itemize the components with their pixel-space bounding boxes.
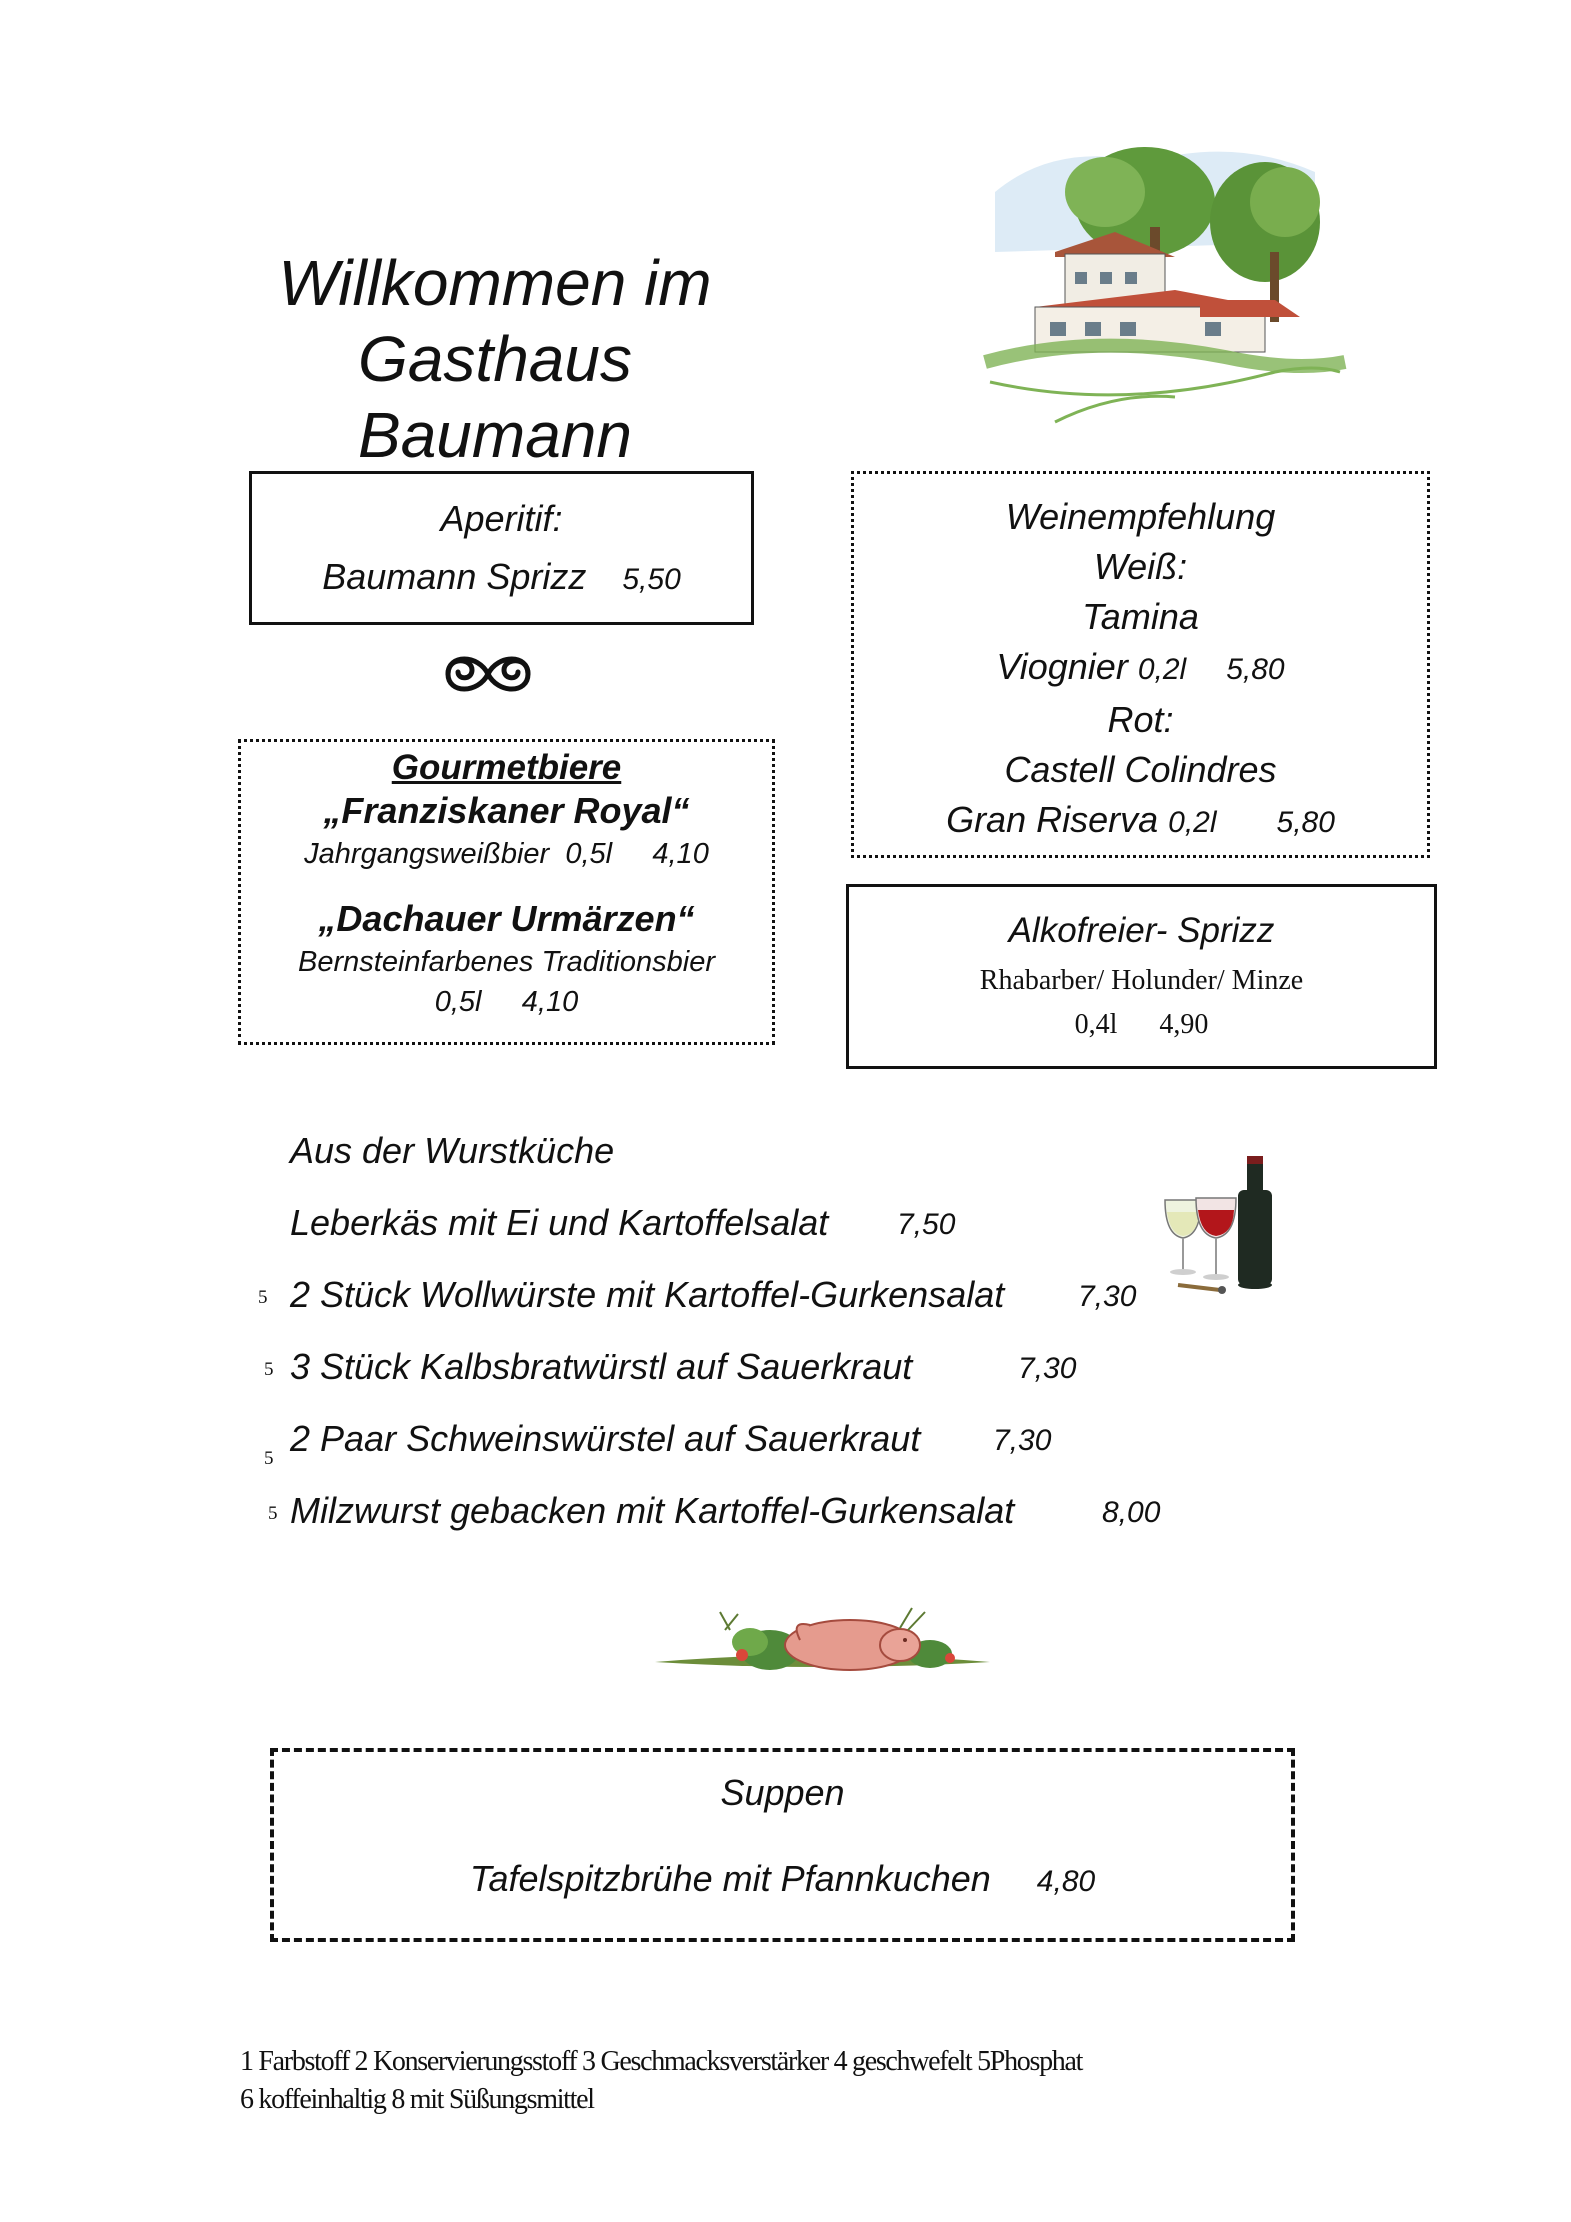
beer1-desc: Jahrgangsweißbier <box>304 838 550 870</box>
beer1-price: 4,10 <box>652 838 709 870</box>
beer1-name: „Franziskaner Royal“ <box>323 790 690 831</box>
page-title <box>215 245 775 473</box>
pig-platter-illustration <box>650 1600 995 1680</box>
non-alcoholic-price: 4,90 <box>1159 1009 1209 1040</box>
sausage-item-4-price: 7,30 <box>993 1424 1052 1457</box>
wine-heading: Weinempfehlung <box>1005 496 1276 537</box>
wine-white-item <box>854 642 1427 695</box>
sausage-item-2-mark: 5 <box>258 1287 268 1308</box>
sausage-item-1-name: Leberkäs mit Ei und Kartoffelsalat <box>290 1202 829 1243</box>
beer2-details <box>241 982 772 1022</box>
soups-heading: Suppen <box>720 1772 845 1813</box>
sausage-item-5-name: Milzwurst gebacken mit Kartoffel-Gurkensalat <box>290 1490 1015 1531</box>
footnote-line-1: 1 Farbstoff 2 Konservierungsstoff 3 Geschmacksverstärker 4 geschwefelt 5Phosphat <box>240 2046 1083 2077</box>
wine-illustration <box>1150 1150 1290 1300</box>
beer1-size: 0,5l <box>565 838 613 870</box>
wine-red-name: Gran Riserva <box>946 799 1159 840</box>
wine-box <box>851 471 1430 858</box>
sausage-item-3-mark: 5 <box>264 1359 274 1380</box>
title-line-1: Willkommen im <box>278 247 712 319</box>
aperitif-heading: Aperitif: <box>440 498 563 539</box>
sausage-item-5-mark: 5 <box>268 1503 278 1524</box>
wine-white-label: Weiß: <box>1093 546 1188 587</box>
non-alcoholic-flavors: Rhabarber/ Holunder/ Minze <box>979 965 1304 996</box>
soups-box <box>270 1748 1295 1942</box>
non-alcoholic-size: 0,4l <box>1074 1009 1118 1040</box>
sausage-item-3-price: 7,30 <box>1018 1352 1077 1385</box>
aperitif-item-name: Baumann Sprizz <box>322 556 587 597</box>
aperitif-box <box>249 471 754 625</box>
wine-red-price: 5,80 <box>1276 806 1335 839</box>
inn-illustration <box>975 132 1350 432</box>
beer1-details <box>241 834 772 874</box>
wine-white-size: 0,2l <box>1137 653 1187 686</box>
gourmet-beer-heading: Gourmetbiere <box>391 748 622 787</box>
aperitif-price: 5,50 <box>622 563 681 596</box>
non-alcoholic-details <box>849 1009 1434 1041</box>
soups-item <box>274 1858 1291 1900</box>
wine-red-producer: Castell Colindres <box>1004 749 1277 790</box>
sausage-item-2-price: 7,30 <box>1078 1280 1137 1313</box>
soups-item-price: 4,80 <box>1036 1865 1096 1898</box>
soups-item-name: Tafelspitzbrühe mit Pfannkuchen <box>469 1858 991 1899</box>
sausage-item-4-name: 2 Paar Schweinswürstel auf Sauerkraut <box>290 1418 921 1459</box>
flourish-ornament <box>438 648 538 700</box>
sausage-heading: Aus der Wurstküche <box>290 1130 615 1171</box>
beer2-name: „Dachauer Urmärzen“ <box>318 898 695 939</box>
non-alcoholic-box <box>846 884 1437 1069</box>
footnote-line-2: 6 koffeinhaltig 8 mit Süßungsmittel <box>240 2084 594 2115</box>
sausage-item-3-name: 3 Stück Kalbsbratwürstl auf Sauerkraut <box>290 1346 913 1387</box>
beer2-size: 0,5l <box>434 986 482 1018</box>
wine-white-price: 5,80 <box>1226 653 1285 686</box>
wine-white-name: Viognier <box>996 646 1128 687</box>
sausage-item-5-price: 8,00 <box>1102 1496 1161 1529</box>
wine-red-item <box>854 795 1427 848</box>
wine-red-size: 0,2l <box>1168 806 1217 839</box>
wine-red-label: Rot: <box>1107 699 1174 740</box>
beer2-desc: Bernsteinfarbenes Traditionsbier <box>298 946 715 978</box>
non-alcoholic-heading: Alkofreier- Sprizz <box>1008 911 1275 950</box>
wine-white-producer: Tamina <box>1082 596 1199 637</box>
gourmet-beer-box <box>238 739 775 1045</box>
sausage-item-1-price: 7,50 <box>897 1208 956 1241</box>
footnotes <box>240 2043 1082 2119</box>
beer2-price: 4,10 <box>521 986 579 1018</box>
title-line-2: Gasthaus Baumann <box>358 323 632 471</box>
aperitif-item <box>252 556 751 598</box>
sausage-item-2-name: 2 Stück Wollwürste mit Kartoffel-Gurkensalat <box>290 1274 1005 1315</box>
sausage-item-4-mark: 5 <box>264 1448 274 1469</box>
